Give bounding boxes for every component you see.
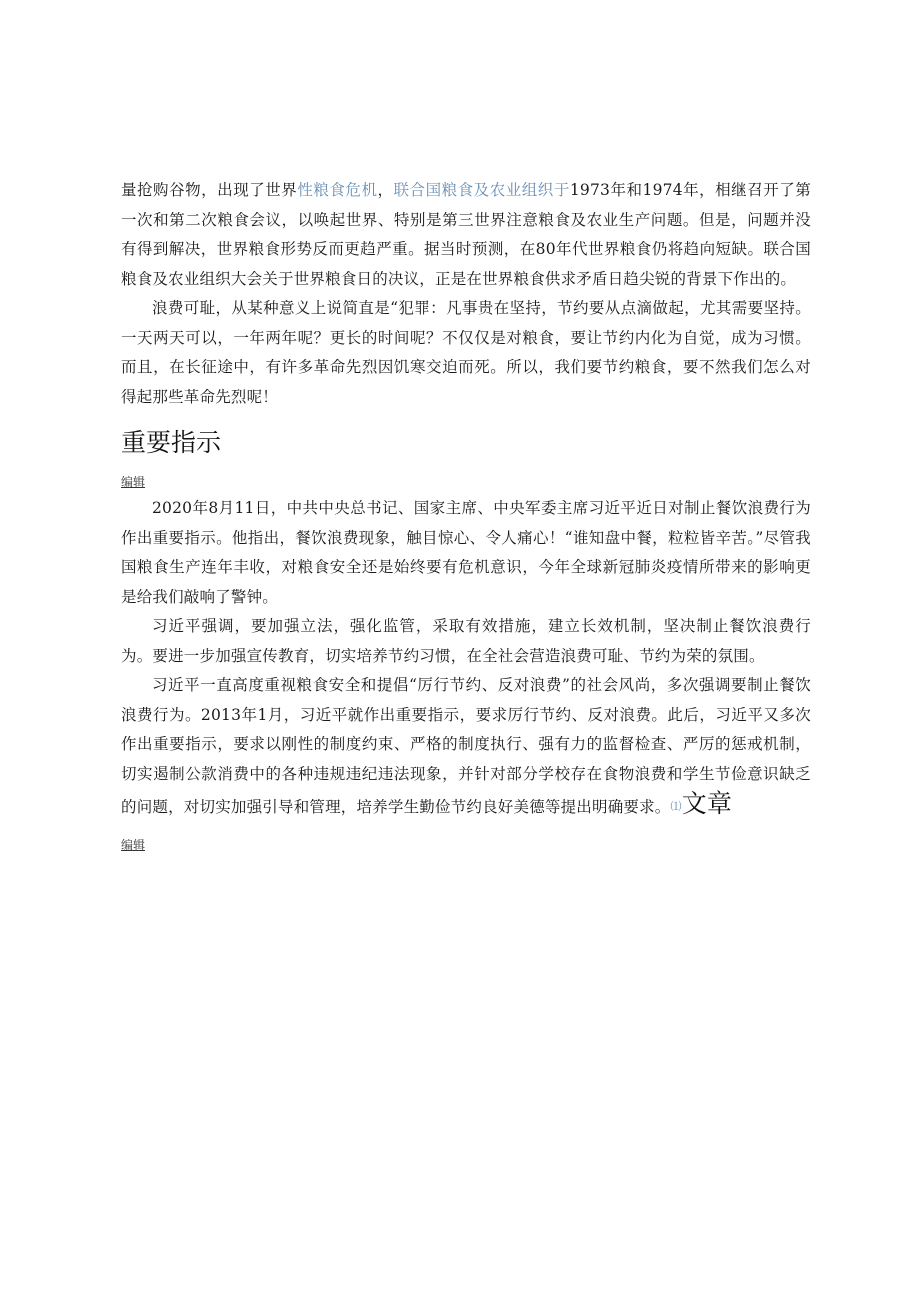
paragraph-instruction-3	[121, 671, 811, 823]
edit-link[interactable]: 编辑	[121, 837, 146, 852]
paragraph-instruction-2: 习近平强调，要加强立法，强化监管，采取有效措施，建立长效机制，坚决制止餐饮浪费行为。要进一步加强宣传教育，切实培养节约习惯，在全社会营造浪费可耻、节约为荣的氛围。	[121, 617, 811, 665]
paragraph-text: 1973年和1974年，相继召开了第一次和第二次粮食会议，以唤起世界、特别是第三世界注意粮食及农业生产问题。但是，问题并没有得到解决，世界粮食形势反而更趋严重。据当时预测，在80年代世界粮食仍将趋向短缺。联合国粮食及农业组织大会关于世界粮食日的决议，正是在世界粮食供求矛盾日趋尖锐的背景下作出的。	[121, 181, 811, 288]
link-food-crisis[interactable]: 性粮食危机	[297, 181, 378, 199]
edit-link[interactable]: 编辑	[121, 475, 146, 489]
paragraph-text: 量抢购谷物，出现了世界	[121, 181, 298, 199]
document-body	[121, 176, 811, 857]
separator-text: ，	[377, 181, 394, 199]
section-heading-article: 文章	[681, 789, 733, 818]
section-heading-important-instructions: 重要指示	[121, 428, 222, 457]
link-fao[interactable]: 联合国粮食及农业组织于	[393, 181, 570, 199]
citation-link[interactable]: ⑴	[670, 800, 682, 813]
paragraph-text: 习近平一直高度重视粮食安全和提倡“厉行节约、反对浪费”的社会风尚，多次强调要制止餐饮浪费行为。2013年1月，习近平就作出重要指示，要求厉行节约、反对浪费。此后，习近平又多次作出重要指示，要求以刚性的制度约束、严格的制度执行、强有力的监督检查、严厉的惩戒机制，切实遏制公款消费中的各种违规违纪违法现象，并针对部分学校存在食物浪费和学生节俭意识缺乏的问题，对切实加强引导和管理，培养学生勤俭节约良好美德等提出明确要求。	[121, 676, 811, 816]
paragraph-grain-crisis	[121, 176, 811, 294]
paragraph-instruction-1: 2020年8月11日，中共中央总书记、国家主席、中央军委主席习近平近日对制止餐饮浪费行为作出重要指示。他指出，餐饮浪费现象，触目惊心、令人痛心！“谁知盘中餐，粒粒皆辛苦。”尽管我国粮食生产连年丰收，对粮食安全还是始终要有危机意识，今年全球新冠肺炎疫情所带来的影响更是给我们敲响了警钟。	[121, 499, 811, 606]
paragraph-waste-shameful: 浪费可耻，从某种意义上说简直是“犯罪：凡事贵在坚持，节约要从点滴做起，尤其需要坚持。一天两天可以，一年两年呢？更长的时间呢？不仅仅是对粮食，要让节约内化为自觉，成为习惯。而且，在长征途中，有许多革命先烈因饥寒交迫而死。所以，我们要节约粮食，要不然我们怎么对得起那些革命先烈呢！	[121, 299, 811, 406]
